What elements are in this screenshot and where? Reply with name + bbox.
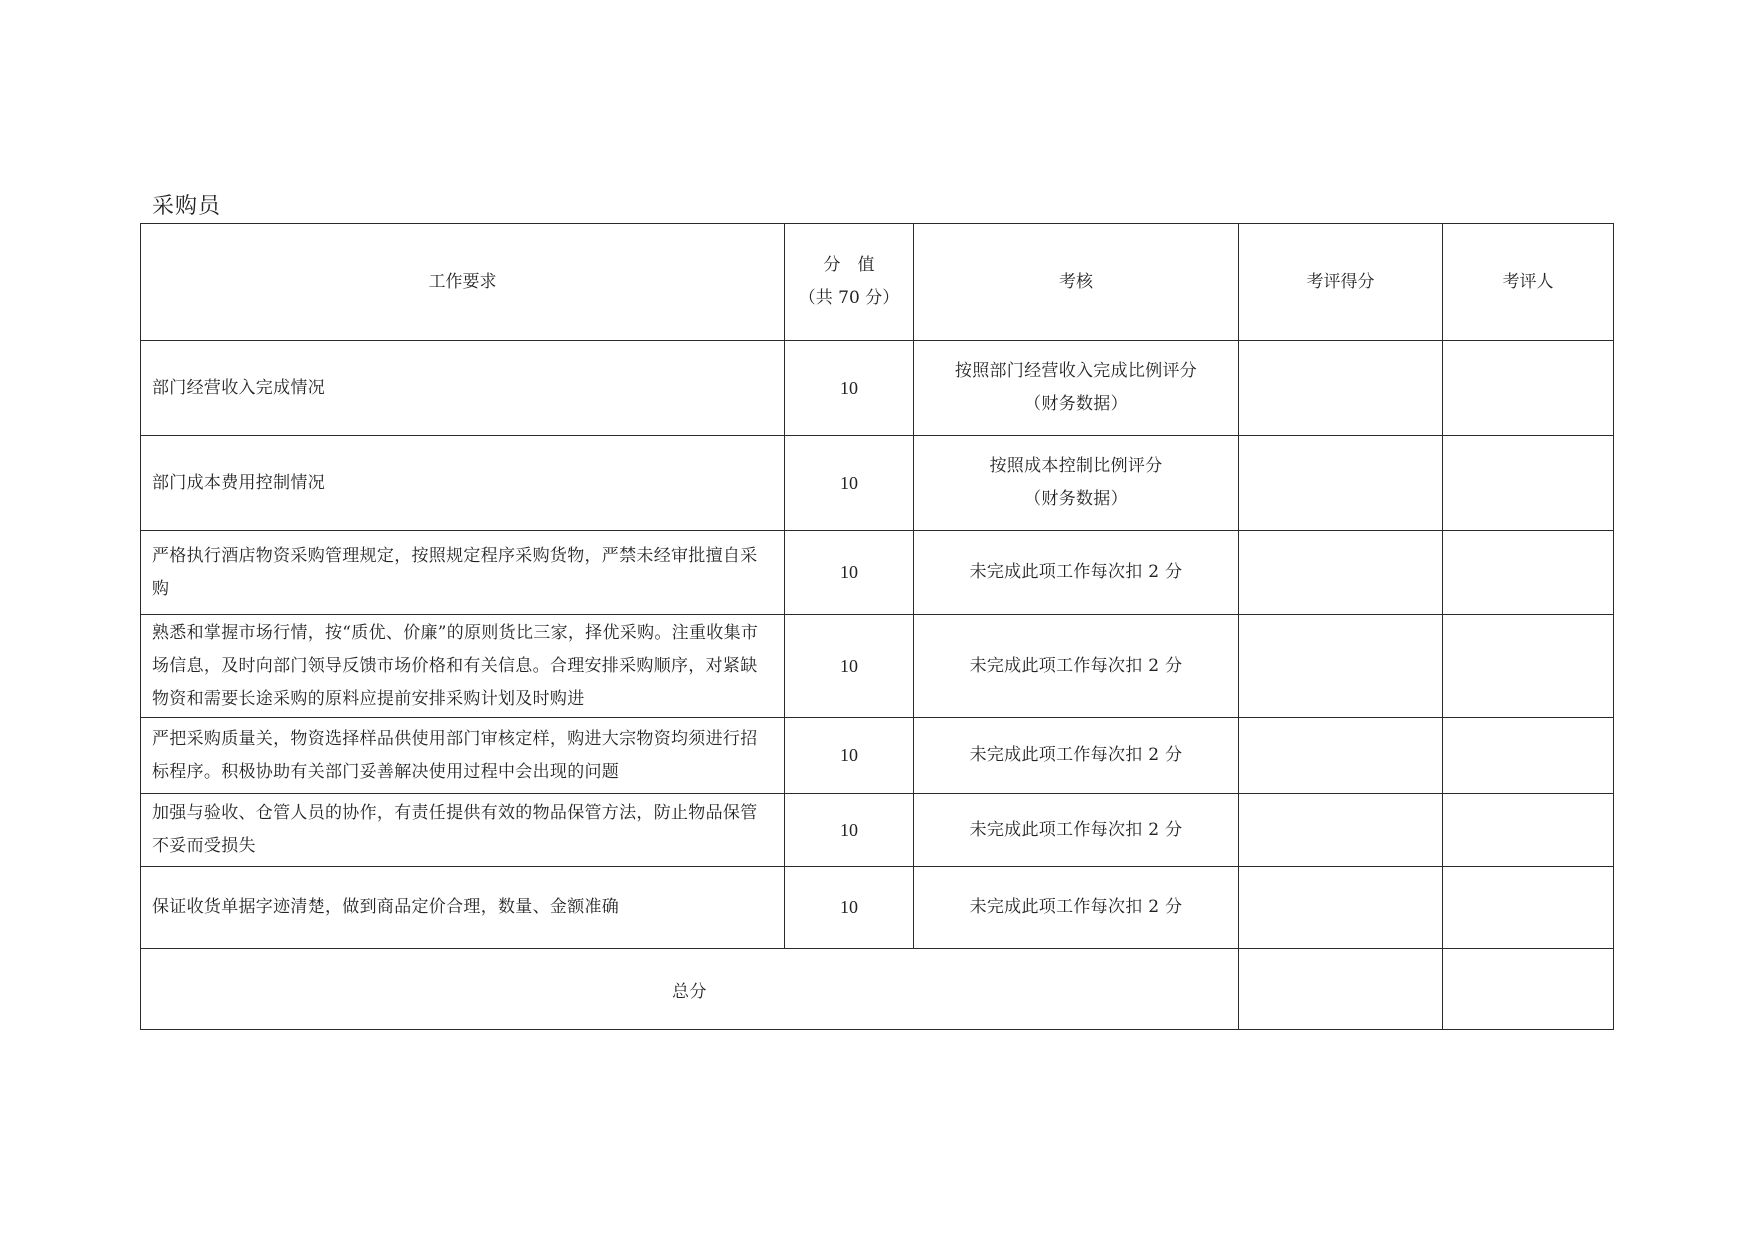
score-cell: 10 xyxy=(785,794,914,867)
eval-score-cell[interactable] xyxy=(1239,718,1443,794)
eval-score-cell[interactable] xyxy=(1239,794,1443,867)
total-evaluator-cell[interactable] xyxy=(1443,949,1614,1030)
header-requirement: 工作要求 xyxy=(141,224,785,341)
table-row xyxy=(141,615,1614,718)
score-cell: 10 xyxy=(785,718,914,794)
eval-score-cell[interactable] xyxy=(1239,867,1443,949)
table-row xyxy=(141,341,1614,436)
header-evaluator: 考评人 xyxy=(1443,224,1614,341)
evaluator-cell[interactable] xyxy=(1443,867,1614,949)
document-title: 采购员 xyxy=(152,194,222,219)
eval-score-cell[interactable] xyxy=(1239,531,1443,615)
score-cell: 10 xyxy=(785,615,914,718)
assessment-cell: 未完成此项工作每次扣 2 分 xyxy=(914,615,1239,718)
table-row xyxy=(141,867,1614,949)
assessment-cell: 未完成此项工作每次扣 2 分 xyxy=(914,531,1239,615)
assessment-cell xyxy=(914,436,1239,531)
eval-score-cell[interactable] xyxy=(1239,615,1443,718)
requirement-cell: 熟悉和掌握市场行情，按“质优、价廉”的原则货比三家，择优采购。注重收集市场信息，及时向部门领导反馈市场价格和有关信息。合理安排采购顺序，对紧缺物资和需要长途采购的原料应提前安排采购计划及时购进 xyxy=(141,615,785,718)
assessment-note: （财务数据） xyxy=(1024,394,1128,414)
score-cell: 10 xyxy=(785,867,914,949)
header-eval-score: 考评得分 xyxy=(1239,224,1443,341)
assessment-cell: 未完成此项工作每次扣 2 分 xyxy=(914,718,1239,794)
table-header-row xyxy=(141,224,1614,341)
header-score-total: （共 70 分） xyxy=(798,288,900,308)
score-cell: 10 xyxy=(785,341,914,436)
header-score-label: 分 值 xyxy=(823,255,875,275)
assessment-text: 按照部门经营收入完成比例评分 xyxy=(954,361,1198,381)
requirement-cell: 保证收货单据字迹清楚，做到商品定价合理，数量、金额准确 xyxy=(141,867,785,949)
evaluator-cell[interactable] xyxy=(1443,718,1614,794)
evaluator-cell[interactable] xyxy=(1443,341,1614,436)
table-row xyxy=(141,794,1614,867)
header-assessment: 考核 xyxy=(914,224,1239,341)
score-cell: 10 xyxy=(785,436,914,531)
score-cell: 10 xyxy=(785,531,914,615)
table-row xyxy=(141,436,1614,531)
eval-score-cell[interactable] xyxy=(1239,436,1443,531)
assessment-cell xyxy=(914,341,1239,436)
evaluator-cell[interactable] xyxy=(1443,531,1614,615)
table-row xyxy=(141,718,1614,794)
assessment-cell: 未完成此项工作每次扣 2 分 xyxy=(914,794,1239,867)
assessment-note: （财务数据） xyxy=(1024,489,1128,509)
total-eval-score-cell[interactable] xyxy=(1239,949,1443,1030)
requirement-cell: 加强与验收、仓管人员的协作，有责任提供有效的物品保管方法，防止物品保管不妥而受损失 xyxy=(141,794,785,867)
evaluator-cell[interactable] xyxy=(1443,436,1614,531)
evaluator-cell[interactable] xyxy=(1443,794,1614,867)
assessment-text: 按照成本控制比例评分 xyxy=(989,456,1163,476)
total-label: 总分 xyxy=(141,949,1239,1030)
header-score xyxy=(785,224,914,341)
requirement-cell: 部门成本费用控制情况 xyxy=(141,436,785,531)
evaluator-cell[interactable] xyxy=(1443,615,1614,718)
total-row xyxy=(141,949,1614,1030)
requirement-cell: 严把采购质量关，物资选择样品供使用部门审核定样，购进大宗物资均须进行招标程序。积极协助有关部门妥善解决使用过程中会出现的问题 xyxy=(141,718,785,794)
assessment-cell: 未完成此项工作每次扣 2 分 xyxy=(914,867,1239,949)
requirement-cell: 严格执行酒店物资采购管理规定，按照规定程序采购货物，严禁未经审批擅自采购 xyxy=(141,531,785,615)
table-row xyxy=(141,531,1614,615)
evaluation-table xyxy=(140,223,1614,1030)
requirement-cell: 部门经营收入完成情况 xyxy=(141,341,785,436)
eval-score-cell[interactable] xyxy=(1239,341,1443,436)
